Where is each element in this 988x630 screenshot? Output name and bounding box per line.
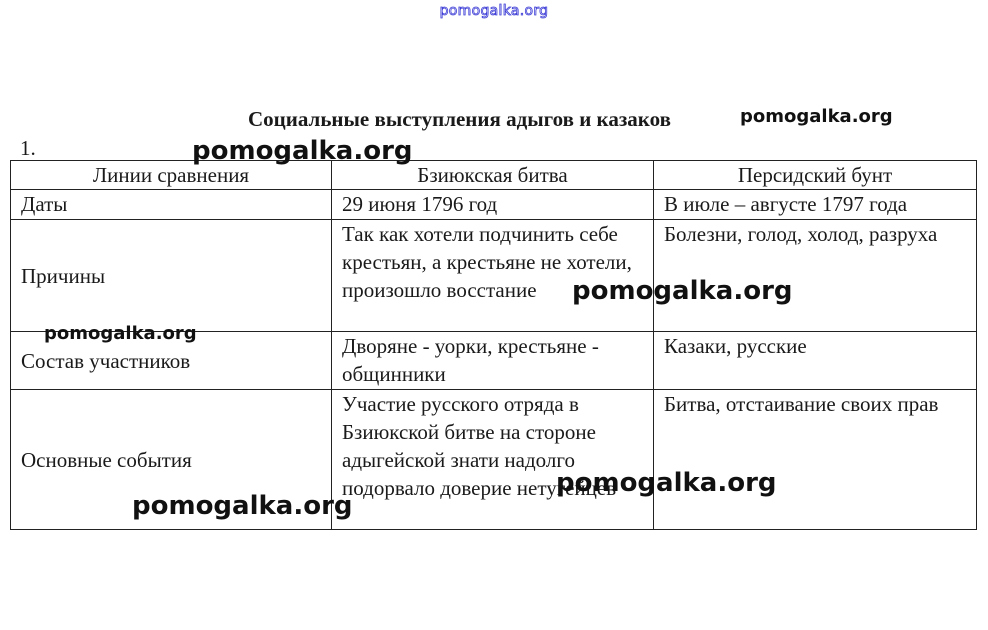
page-title: Социальные выступления адыгов и казаков (248, 107, 671, 131)
header-comparison-lines: Линии сравнения (11, 161, 332, 190)
item-number: 1. (20, 136, 36, 160)
cell-persian-causes: Болезни, голод, холод, разруха (654, 220, 977, 332)
table-row (11, 190, 977, 220)
cell-persian-dates: В июле – августе 1797 года (654, 190, 977, 220)
row-label-causes: Причины (11, 220, 332, 332)
row-label-main-events: Основные события (11, 390, 332, 530)
watermark-bottom: pomogalka.org (132, 491, 353, 521)
cell-bziyuk-participants: Дворяне - уорки, крестьяне - общинники (332, 332, 654, 390)
table-row (11, 220, 977, 332)
cell-bziyuk-causes: Так как хотели подчинить себе крестьян, а крестьяне не хотели, произошло восстание (332, 220, 654, 332)
header-bziyuk-battle: Бзиюкская битва (332, 161, 654, 190)
cell-persian-events: Битва, отстаивание своих прав (654, 390, 977, 530)
watermark-header: pomogalka.org (192, 136, 413, 166)
header-persian-revolt: Персидский бунт (654, 161, 977, 190)
cell-bziyuk-dates: 29 июня 1796 год (332, 190, 654, 220)
watermark-title: pomogalka.org (740, 106, 893, 127)
comparison-table (10, 160, 977, 530)
watermark-participants: pomogalka.org (44, 323, 197, 344)
watermark-events: pomogalka.org (556, 468, 777, 498)
watermark-causes: pomogalka.org (572, 276, 793, 306)
table-header-row (11, 161, 977, 190)
cell-persian-participants: Казаки, русские (654, 332, 977, 390)
row-label-dates: Даты (11, 190, 332, 220)
row-label-participants: Состав участников (11, 332, 332, 390)
cell-bziyuk-events: Участие русского отряда в Бзиюкской битве на стороне адыгейской знати надолго подорвало доверие нетугейцев (332, 390, 654, 530)
watermark-top: pomogalka.org (439, 3, 549, 19)
